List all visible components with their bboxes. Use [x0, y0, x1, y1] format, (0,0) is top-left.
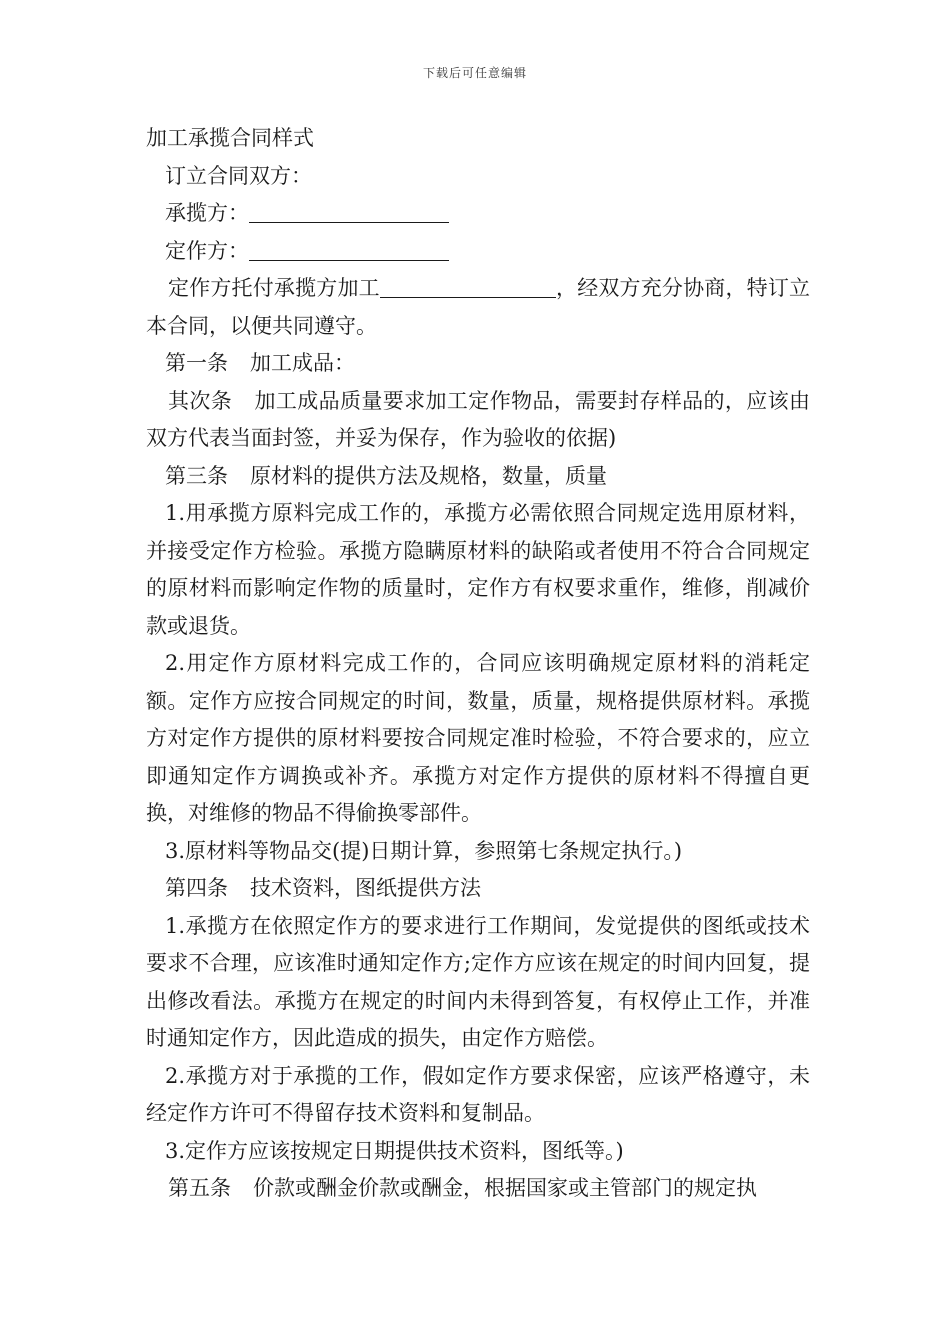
intro-text-a: 定作方托付承揽方加工 [168, 276, 380, 300]
article-4 [146, 870, 810, 908]
document-body [146, 120, 810, 1208]
article-4-clause-3: 3.定作方应该按规定日期提供技术资料，图纸等。) [165, 1138, 624, 1163]
contractor-line [146, 195, 810, 233]
article-3-text: 原材料的提供方法及规格，数量，质量 [250, 463, 607, 488]
article-1-heading: 第一条 [165, 351, 228, 375]
intro-paragraph [146, 270, 810, 345]
article-1-text: 加工成品： [250, 351, 355, 375]
article-3-clause-3: 3.原材料等物品交(提)日期计算，参照第七条规定执行。) [165, 838, 683, 863]
article-3-clause-1: 1.用承揽方原料完成工作的，承揽方必需依照合同规定选用原材料，并接受定作方检验。承揽方隐瞒原材料的缺陷或者使用不符合合同规定的原材料而影响定作物的质量时，定作方有权要求重作，维修，削减价款或退货。 [146, 501, 810, 638]
article-2-text: 加工成品质量要求加工定作物品，需要封存样品的，应该由双方代表当面封签，并妥为保存，作为验收的依据) [146, 388, 811, 450]
contractor-blank[interactable] [249, 200, 449, 223]
article-4-clause-2: 2.承揽方对于承揽的工作，假如定作方要求保密，应该严格遵守，未经定作方许可不得留存技术资料和复制品。 [146, 1063, 810, 1125]
article-4-text: 技术资料，图纸提供方法 [250, 876, 481, 900]
product-blank[interactable] [380, 275, 556, 298]
orderer-line [146, 233, 810, 271]
article-3-heading: 第三条 [165, 463, 228, 488]
article-2 [146, 383, 810, 458]
article-4-heading: 第四条 [165, 876, 228, 900]
contractor-label: 承揽方： [165, 201, 249, 225]
parties-label: 订立合同双方： [165, 163, 312, 188]
article-5 [146, 1170, 810, 1208]
article-3-clause-2: 2.用定作方原材料完成工作的，合同应该明确规定原材料的消耗定额。定作方应按合同规定的时间，数量，质量，规格提供原材料。承揽方对定作方提供的原材料要按合同规定准时检验，不符合要求的，应立即通知定作方调换或补齐。承揽方对定作方提供的原材料不得擅自更换，对维修的物品不得偷换零部件。 [146, 651, 810, 825]
document-title: 加工承揽合同样式 [146, 126, 314, 150]
intro-text-b: ，经双方充分协商，特订立本合同，以便共同遵守。 [146, 276, 811, 338]
article-1 [146, 345, 810, 383]
article-5-text: 价款或酬金价款或酬金，根据国家或主管部门的规定执 [253, 1176, 757, 1200]
article-2-heading: 其次条 [168, 388, 233, 413]
article-4-clause-1: 1.承揽方在依照定作方的要求进行工作期间，发觉提供的图纸或技术要求不合理，应该准时通知定作方;定作方应该在规定的时间内回复，提出修改看法。承揽方在规定的时间内未得到答复，有权停止工作，并准时通知定作方，因此造成的损失，由定作方赔偿。 [146, 913, 810, 1050]
page-header: 下载后可任意编辑 [422, 66, 527, 80]
article-5-heading: 第五条 [168, 1176, 231, 1200]
orderer-blank[interactable] [249, 238, 449, 261]
article-3 [146, 458, 810, 496]
orderer-label: 定作方： [165, 238, 249, 263]
